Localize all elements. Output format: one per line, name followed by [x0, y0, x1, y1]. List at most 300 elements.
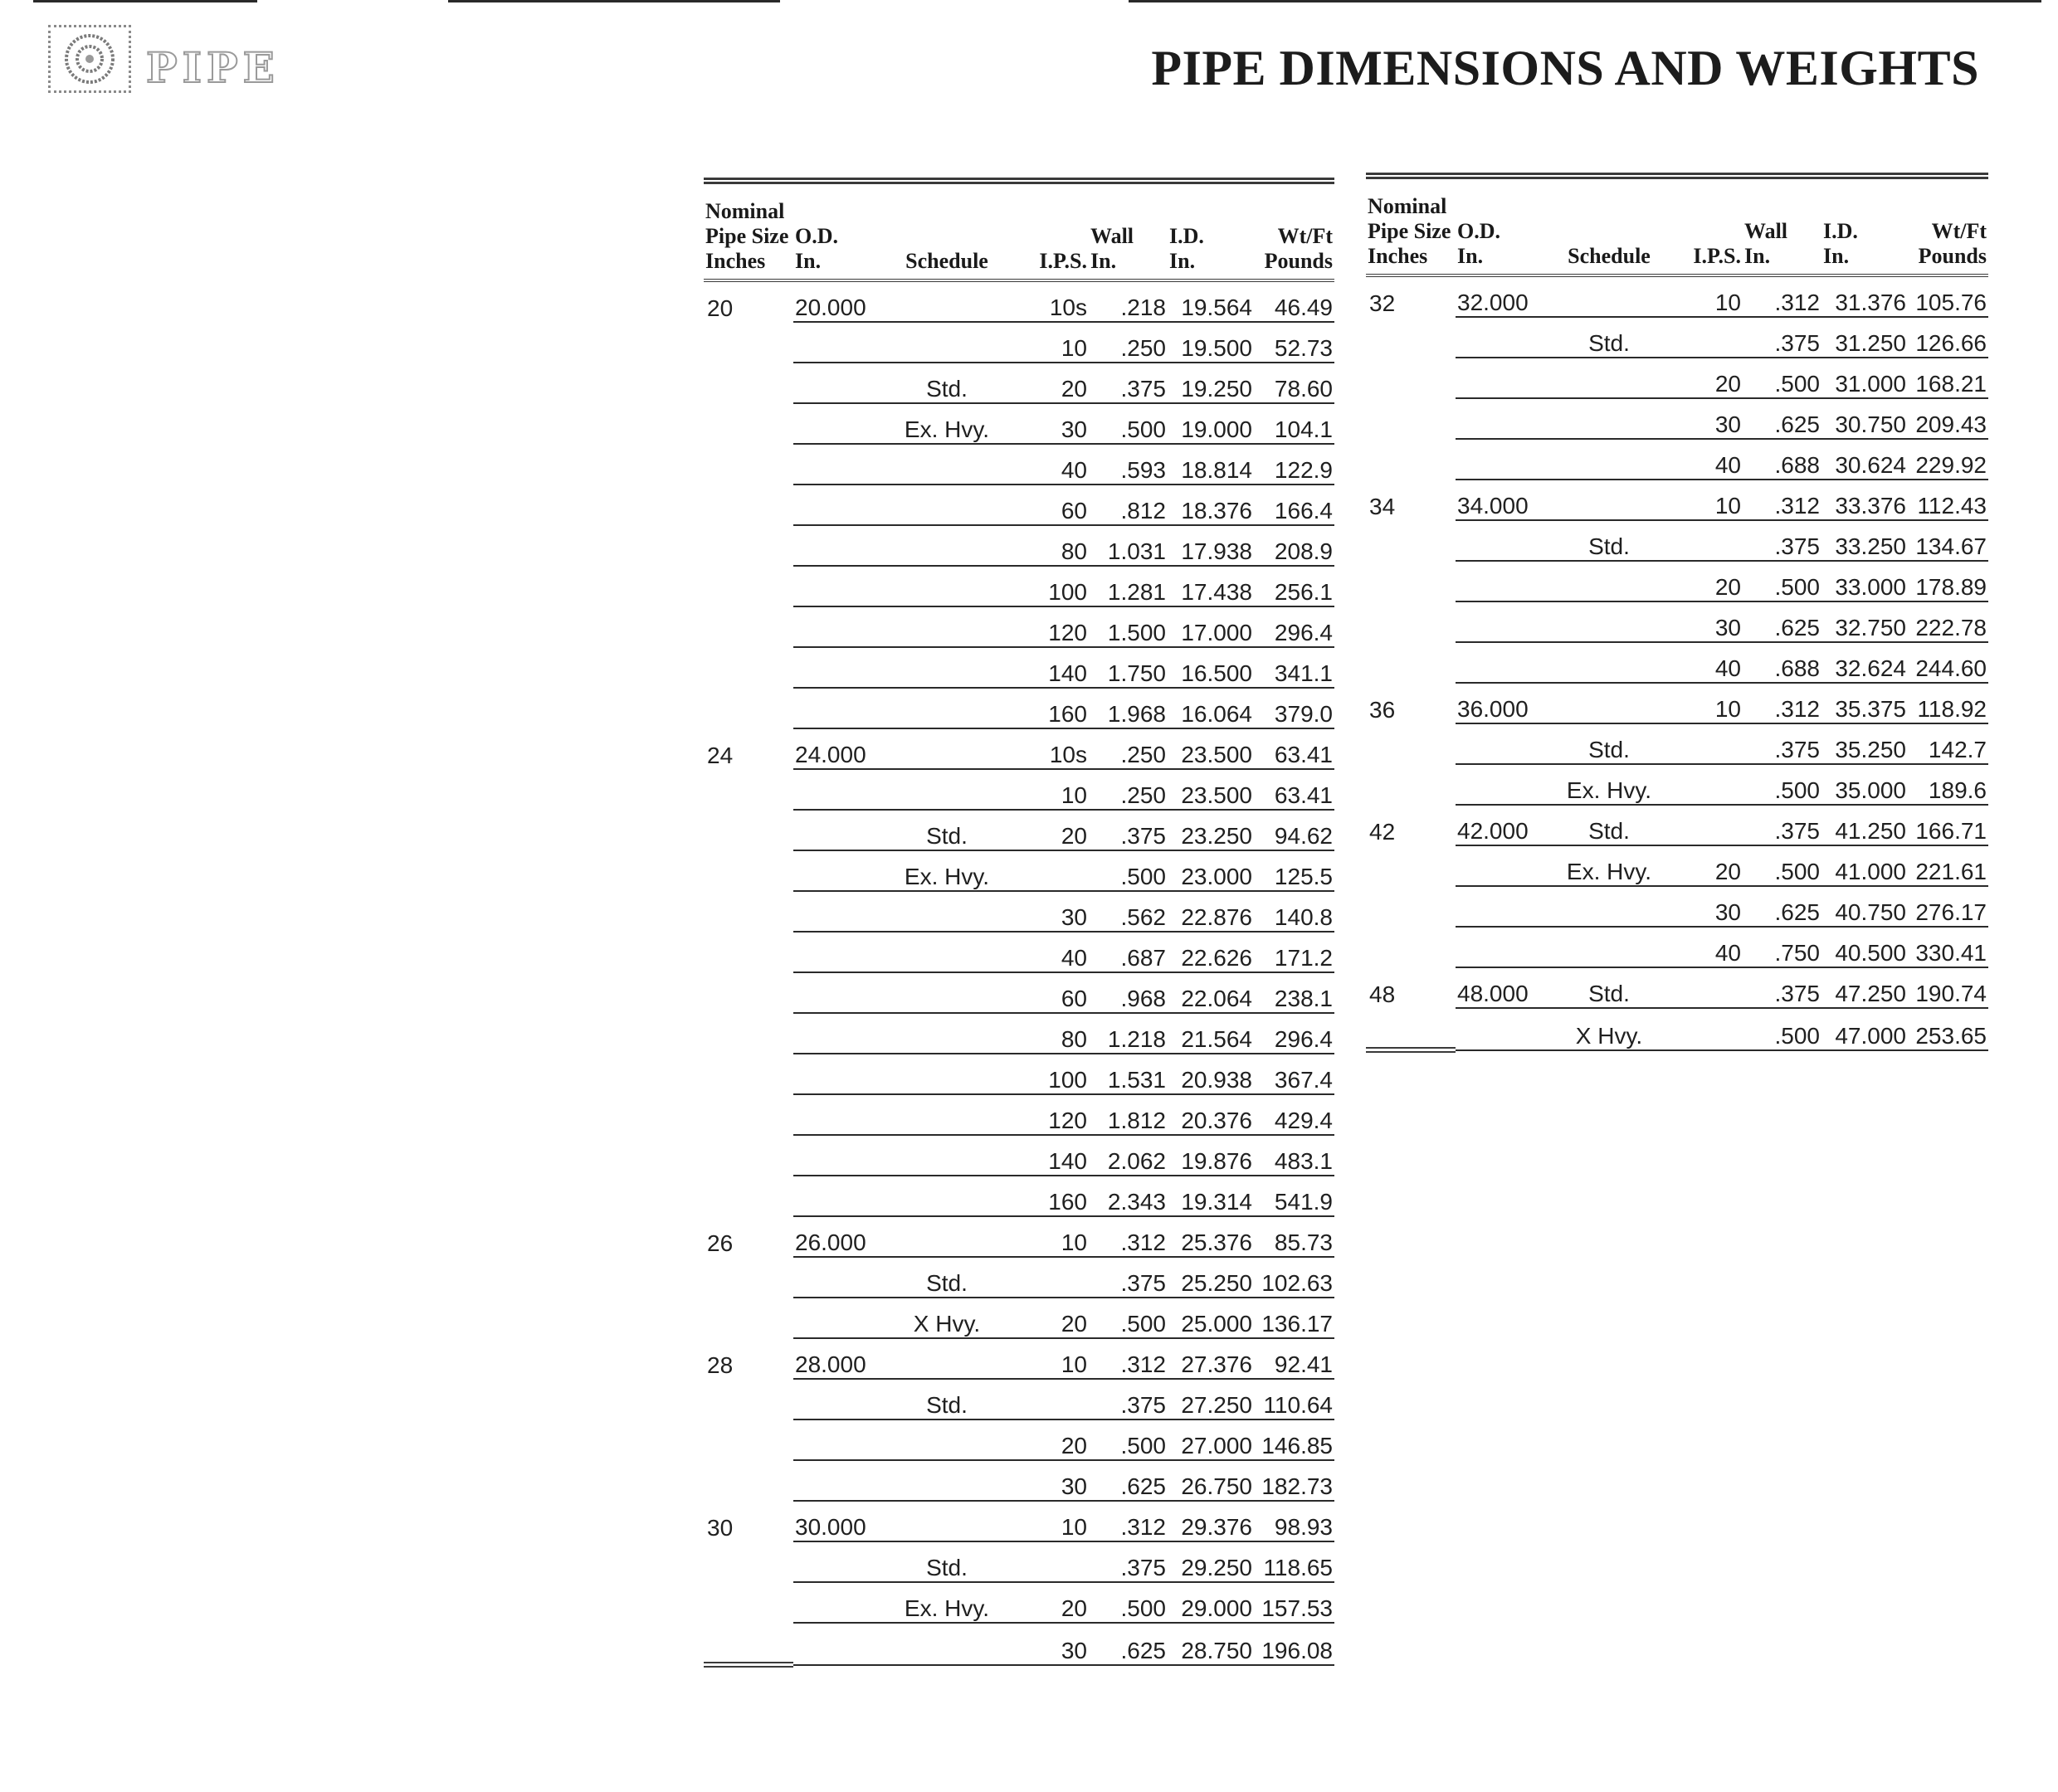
table-row [1366, 642, 1988, 683]
cell-wall: .312 [1089, 1216, 1168, 1257]
cell-id: 33.376 [1821, 480, 1908, 520]
cell-wall: .625 [1743, 398, 1821, 439]
cell-ips [1009, 850, 1089, 891]
cell-ips: 10 [1009, 1216, 1089, 1257]
cell-wt-ft: 253.65 [1908, 1008, 1988, 1050]
cell-nominal-size [704, 566, 793, 606]
cell-id: 31.376 [1821, 275, 1908, 317]
cell-wall: .375 [1089, 363, 1168, 403]
table-row [704, 1419, 1334, 1460]
cell-wt-ft: 46.49 [1254, 280, 1334, 322]
cell-ips: 30 [1009, 891, 1089, 932]
cell-od [793, 769, 885, 810]
cell-wall: .687 [1089, 932, 1168, 972]
cell-wall: .375 [1089, 1379, 1168, 1419]
cell-ips: 80 [1009, 1013, 1089, 1054]
cell-nominal-size [1366, 1008, 1456, 1050]
cell-schedule [885, 280, 1009, 322]
table-row [704, 728, 1334, 769]
cell-wt-ft: 429.4 [1254, 1094, 1334, 1135]
cell-od [793, 932, 885, 972]
cell-wall: .500 [1089, 1582, 1168, 1623]
cell-id: 27.000 [1168, 1419, 1254, 1460]
cell-od: 32.000 [1456, 275, 1547, 317]
cell-id: 35.000 [1821, 764, 1908, 805]
cell-nominal-size: 30 [707, 1515, 734, 1541]
cell-wall: .250 [1089, 728, 1168, 769]
table-row [704, 1176, 1334, 1216]
cell-nominal-size [704, 1623, 793, 1665]
cell-wt-ft: 118.92 [1908, 683, 1988, 723]
cell-wt-ft: 229.92 [1908, 439, 1988, 480]
cell-od [793, 1135, 885, 1176]
cell-wt-ft: 182.73 [1254, 1460, 1334, 1501]
cell-wt-ft: 140.8 [1254, 891, 1334, 932]
header-id: I.D. In. [1168, 181, 1254, 280]
cell-wall: 2.062 [1089, 1135, 1168, 1176]
cell-nominal-size [1366, 439, 1456, 480]
cell-ips: 20 [1671, 358, 1743, 398]
cell-nominal-size [704, 1135, 793, 1176]
cell-nominal-size [704, 1460, 793, 1501]
cell-od [793, 322, 885, 363]
cell-id: 19.314 [1168, 1176, 1254, 1216]
cell-od [793, 850, 885, 891]
cell-ips: 30 [1009, 1460, 1089, 1501]
table-row [704, 1623, 1334, 1665]
cell-id: 23.000 [1168, 850, 1254, 891]
cell-od: 24.000 [793, 728, 885, 769]
cell-wall: 1.031 [1089, 525, 1168, 566]
cell-id: 19.000 [1168, 403, 1254, 444]
cell-schedule: Ex. Hvy. [1547, 845, 1671, 886]
cell-ips: 10 [1009, 322, 1089, 363]
cell-nominal-size [704, 1257, 793, 1298]
cell-od [1456, 317, 1547, 358]
cell-wt-ft: 166.71 [1908, 805, 1988, 845]
cell-id: 35.250 [1821, 723, 1908, 764]
cell-nominal-size [704, 850, 793, 891]
cell-schedule [885, 566, 1009, 606]
cell-wt-ft: 168.21 [1908, 358, 1988, 398]
cell-od [793, 1623, 885, 1665]
table-row [1366, 886, 1988, 927]
cell-ips: 30 [1671, 886, 1743, 927]
table-row [704, 810, 1334, 850]
cell-od [793, 525, 885, 566]
cell-wt-ft: 238.1 [1254, 972, 1334, 1013]
cell-ips [1009, 1541, 1089, 1582]
cell-wt-ft: 52.73 [1254, 322, 1334, 363]
cell-wt-ft: 157.53 [1254, 1582, 1334, 1623]
cell-wt-ft: 110.64 [1254, 1379, 1334, 1419]
cell-id: 23.250 [1168, 810, 1254, 850]
cell-wall: .625 [1089, 1460, 1168, 1501]
cell-ips: 10 [1671, 683, 1743, 723]
cell-nominal-size [704, 444, 793, 485]
cell-ips: 120 [1009, 606, 1089, 647]
cell-nominal-size [704, 1013, 793, 1054]
cell-nominal-size [1366, 358, 1456, 398]
cell-nominal-size [1366, 723, 1456, 764]
cell-schedule [885, 1054, 1009, 1094]
table-row [704, 1501, 1334, 1541]
cell-schedule: Ex. Hvy. [885, 850, 1009, 891]
cell-ips [1671, 1008, 1743, 1050]
cell-od [793, 1541, 885, 1582]
cell-wt-ft: 122.9 [1254, 444, 1334, 485]
cell-wall: .625 [1089, 1623, 1168, 1665]
cell-ips [1009, 1257, 1089, 1298]
cell-wall: .375 [1743, 520, 1821, 561]
header-ips: I.P.S. [1671, 176, 1743, 275]
cell-nominal-size: 26 [707, 1230, 734, 1256]
cell-id: 18.376 [1168, 485, 1254, 525]
cell-od [793, 1094, 885, 1135]
cell-id: 21.564 [1168, 1013, 1254, 1054]
cell-id: 17.000 [1168, 606, 1254, 647]
cell-schedule: Std. [885, 1257, 1009, 1298]
cell-nominal-size [704, 1176, 793, 1216]
table-row [704, 1013, 1334, 1054]
cell-od [793, 403, 885, 444]
cell-id: 25.000 [1168, 1298, 1254, 1338]
cell-wall: .500 [1089, 850, 1168, 891]
cell-schedule [885, 1094, 1009, 1135]
cell-wall: .968 [1089, 972, 1168, 1013]
cell-schedule [885, 525, 1009, 566]
cell-ips [1671, 967, 1743, 1008]
pipe-table-left [704, 178, 1334, 1668]
cell-ips: 160 [1009, 688, 1089, 728]
cell-schedule: Std. [1547, 723, 1671, 764]
cell-ips: 40 [1009, 444, 1089, 485]
cell-nominal-size: 36 [1369, 697, 1396, 723]
cell-ips [1671, 764, 1743, 805]
cell-schedule [885, 1460, 1009, 1501]
cell-wall: .688 [1743, 642, 1821, 683]
table-row [1366, 845, 1988, 886]
cell-ips: 40 [1671, 439, 1743, 480]
table-row [1366, 317, 1988, 358]
cell-wt-ft: 276.17 [1908, 886, 1988, 927]
cell-nominal-size [704, 1094, 793, 1135]
cell-id: 17.938 [1168, 525, 1254, 566]
cell-wall: .500 [1743, 561, 1821, 601]
cell-id: 23.500 [1168, 728, 1254, 769]
cell-od [793, 1257, 885, 1298]
cell-od [793, 444, 885, 485]
cell-ips: 30 [1671, 601, 1743, 642]
cell-schedule [885, 1338, 1009, 1379]
cell-wt-ft: 367.4 [1254, 1054, 1334, 1094]
table-row [704, 403, 1334, 444]
scan-top-edge-line [33, 0, 257, 2]
cell-nominal-size [704, 1054, 793, 1094]
cell-nominal-size [704, 363, 793, 403]
cell-wall: .750 [1743, 927, 1821, 967]
cell-wall: .625 [1743, 886, 1821, 927]
cell-wt-ft: 126.66 [1908, 317, 1988, 358]
cell-wt-ft: 166.4 [1254, 485, 1334, 525]
table-row [1366, 967, 1988, 1008]
cell-od [793, 1419, 885, 1460]
cell-schedule [885, 972, 1009, 1013]
cell-od [1456, 520, 1547, 561]
cell-od: 28.000 [793, 1338, 885, 1379]
cell-schedule [1547, 275, 1671, 317]
cell-wall: .312 [1089, 1338, 1168, 1379]
cell-wall: .593 [1089, 444, 1168, 485]
cell-schedule [1547, 601, 1671, 642]
cell-schedule [1547, 642, 1671, 683]
table-row [704, 525, 1334, 566]
cell-nominal-size: 28 [707, 1352, 734, 1378]
cell-schedule [1547, 439, 1671, 480]
cell-id: 47.250 [1821, 967, 1908, 1008]
scan-top-edge-line [1129, 0, 2041, 2]
cell-schedule [885, 932, 1009, 972]
cell-wt-ft: 189.6 [1908, 764, 1988, 805]
cell-nominal-size: 42 [1369, 819, 1396, 845]
cell-wall: .500 [1743, 845, 1821, 886]
cell-ips: 100 [1009, 566, 1089, 606]
cell-nominal-size [1366, 317, 1456, 358]
cell-wt-ft: 190.74 [1908, 967, 1988, 1008]
cell-schedule [885, 728, 1009, 769]
table-row [704, 1135, 1334, 1176]
table-row [704, 280, 1334, 322]
cell-ips: 40 [1009, 932, 1089, 972]
cell-od [793, 972, 885, 1013]
cell-schedule: Std. [885, 810, 1009, 850]
cell-wt-ft: 98.93 [1254, 1501, 1334, 1541]
cell-wt-ft: 118.65 [1254, 1541, 1334, 1582]
cell-schedule [885, 444, 1009, 485]
cell-schedule [885, 891, 1009, 932]
cell-schedule: Std. [885, 363, 1009, 403]
cell-nominal-size [704, 1541, 793, 1582]
cell-od [1456, 1008, 1547, 1050]
cell-schedule [885, 1013, 1009, 1054]
cell-od [793, 1013, 885, 1054]
cell-schedule [885, 322, 1009, 363]
cell-wall: .500 [1743, 764, 1821, 805]
table-row [704, 566, 1334, 606]
cell-ips: 140 [1009, 647, 1089, 688]
cell-wall: .250 [1089, 322, 1168, 363]
cell-ips: 10 [1009, 769, 1089, 810]
cell-od [793, 647, 885, 688]
cell-id: 19.250 [1168, 363, 1254, 403]
cell-schedule: Ex. Hvy. [1547, 764, 1671, 805]
cell-wt-ft: 85.73 [1254, 1216, 1334, 1257]
cell-nominal-size [704, 647, 793, 688]
cell-id: 29.250 [1168, 1541, 1254, 1582]
cell-wall: .375 [1089, 1257, 1168, 1298]
cell-schedule [1547, 886, 1671, 927]
cell-schedule [885, 688, 1009, 728]
cell-nominal-size: 24 [707, 743, 734, 768]
cell-wall: .500 [1743, 1008, 1821, 1050]
cell-schedule: Std. [885, 1379, 1009, 1419]
cell-wt-ft: 330.41 [1908, 927, 1988, 967]
cell-nominal-size [704, 403, 793, 444]
cell-wall: .312 [1089, 1501, 1168, 1541]
cell-ips: 120 [1009, 1094, 1089, 1135]
cell-wt-ft: 146.85 [1254, 1419, 1334, 1460]
cell-od [1456, 764, 1547, 805]
cell-od [1456, 358, 1547, 398]
cell-wt-ft: 63.41 [1254, 769, 1334, 810]
table-row [704, 606, 1334, 647]
header-wall: Wall In. [1089, 181, 1168, 280]
header-nominal-size: Nominal Pipe Size Inches [704, 181, 793, 280]
cell-id: 32.624 [1821, 642, 1908, 683]
cell-id: 41.250 [1821, 805, 1908, 845]
cell-nominal-size [1366, 886, 1456, 927]
cell-schedule [885, 1176, 1009, 1216]
cell-od [793, 1379, 885, 1419]
cell-ips: 140 [1009, 1135, 1089, 1176]
cell-id: 28.750 [1168, 1623, 1254, 1665]
cell-schedule: Ex. Hvy. [885, 403, 1009, 444]
cell-wt-ft: 105.76 [1908, 275, 1988, 317]
cell-nominal-size [704, 891, 793, 932]
cell-wt-ft: 541.9 [1254, 1176, 1334, 1216]
cell-wt-ft: 296.4 [1254, 1013, 1334, 1054]
cell-ips: 20 [1009, 1582, 1089, 1623]
cell-id: 35.375 [1821, 683, 1908, 723]
table-row [704, 688, 1334, 728]
cell-wall: .312 [1743, 683, 1821, 723]
cell-wall: 1.812 [1089, 1094, 1168, 1135]
table-header-row [1366, 176, 1988, 275]
cell-nominal-size [704, 1419, 793, 1460]
cell-ips: 100 [1009, 1054, 1089, 1094]
cell-wt-ft: 112.43 [1908, 480, 1988, 520]
cell-nominal-size [1366, 561, 1456, 601]
cell-schedule [885, 647, 1009, 688]
cell-wall: .625 [1743, 601, 1821, 642]
cell-wall: 1.281 [1089, 566, 1168, 606]
scan-top-edge-line [448, 0, 780, 2]
cell-wt-ft: 341.1 [1254, 647, 1334, 688]
table-row [1366, 520, 1988, 561]
table-row [1366, 1008, 1988, 1050]
cell-wall: 1.750 [1089, 647, 1168, 688]
table-row [1366, 358, 1988, 398]
cell-nominal-size: 48 [1369, 981, 1396, 1007]
header-nominal-size: Nominal Pipe Size Inches [1366, 176, 1456, 275]
table-row [704, 1054, 1334, 1094]
cell-ips: 40 [1671, 927, 1743, 967]
cell-nominal-size [704, 485, 793, 525]
cell-wall: .812 [1089, 485, 1168, 525]
cell-od [1456, 642, 1547, 683]
cell-wall: .500 [1089, 403, 1168, 444]
cell-od: 26.000 [793, 1216, 885, 1257]
cell-wt-ft: 134.67 [1908, 520, 1988, 561]
table-row [1366, 601, 1988, 642]
cell-wt-ft: 296.4 [1254, 606, 1334, 647]
cell-id: 29.000 [1168, 1582, 1254, 1623]
cell-wt-ft: 222.78 [1908, 601, 1988, 642]
cell-od [1456, 723, 1547, 764]
cell-od [793, 688, 885, 728]
cell-nominal-size [704, 810, 793, 850]
cell-nominal-size [1366, 642, 1456, 683]
cell-wt-ft: 196.08 [1254, 1623, 1334, 1665]
cell-nominal-size: 34 [1369, 494, 1396, 519]
cell-wall: .218 [1089, 280, 1168, 322]
cell-ips: 10s [1009, 280, 1089, 322]
cell-id: 32.750 [1821, 601, 1908, 642]
cell-id: 19.876 [1168, 1135, 1254, 1176]
cell-ips: 10 [1009, 1338, 1089, 1379]
cell-od [1456, 398, 1547, 439]
cell-id: 20.938 [1168, 1054, 1254, 1094]
table-row [1366, 927, 1988, 967]
cell-wall: 1.968 [1089, 688, 1168, 728]
cell-ips: 20 [1009, 810, 1089, 850]
cell-wall: 1.218 [1089, 1013, 1168, 1054]
cell-od [793, 810, 885, 850]
cell-id: 47.000 [1821, 1008, 1908, 1050]
cell-wt-ft: 92.41 [1254, 1338, 1334, 1379]
cell-od [793, 485, 885, 525]
cell-ips: 30 [1009, 1623, 1089, 1665]
cell-id: 16.500 [1168, 647, 1254, 688]
cell-od [793, 606, 885, 647]
cell-nominal-size [704, 322, 793, 363]
cell-id: 17.438 [1168, 566, 1254, 606]
cell-wt-ft: 209.43 [1908, 398, 1988, 439]
cell-schedule [1547, 561, 1671, 601]
table-row [704, 972, 1334, 1013]
cell-nominal-size [1366, 764, 1456, 805]
table-row [704, 850, 1334, 891]
header-wall: Wall In. [1743, 176, 1821, 275]
table-row [704, 322, 1334, 363]
header-ips: I.P.S. [1009, 181, 1089, 280]
cell-schedule [885, 485, 1009, 525]
cell-wall: .375 [1743, 723, 1821, 764]
cell-id: 33.250 [1821, 520, 1908, 561]
cell-nominal-size [1366, 845, 1456, 886]
cell-wall: .500 [1089, 1419, 1168, 1460]
cell-schedule [1547, 927, 1671, 967]
table-row [704, 647, 1334, 688]
cell-nominal-size [704, 972, 793, 1013]
table-row [1366, 683, 1988, 723]
cell-od: 48.000 [1456, 967, 1547, 1008]
cell-ips: 20 [1671, 845, 1743, 886]
cell-wt-ft: 221.61 [1908, 845, 1988, 886]
cell-od [1456, 439, 1547, 480]
cell-ips [1671, 520, 1743, 561]
cell-schedule [885, 1135, 1009, 1176]
cell-id: 29.376 [1168, 1501, 1254, 1541]
cell-nominal-size [704, 1298, 793, 1338]
cell-ips: 10 [1009, 1501, 1089, 1541]
cell-od: 34.000 [1456, 480, 1547, 520]
cell-od [793, 566, 885, 606]
cell-ips: 60 [1009, 972, 1089, 1013]
table-row [1366, 275, 1988, 317]
cell-id: 27.250 [1168, 1379, 1254, 1419]
cell-wall: .375 [1743, 967, 1821, 1008]
